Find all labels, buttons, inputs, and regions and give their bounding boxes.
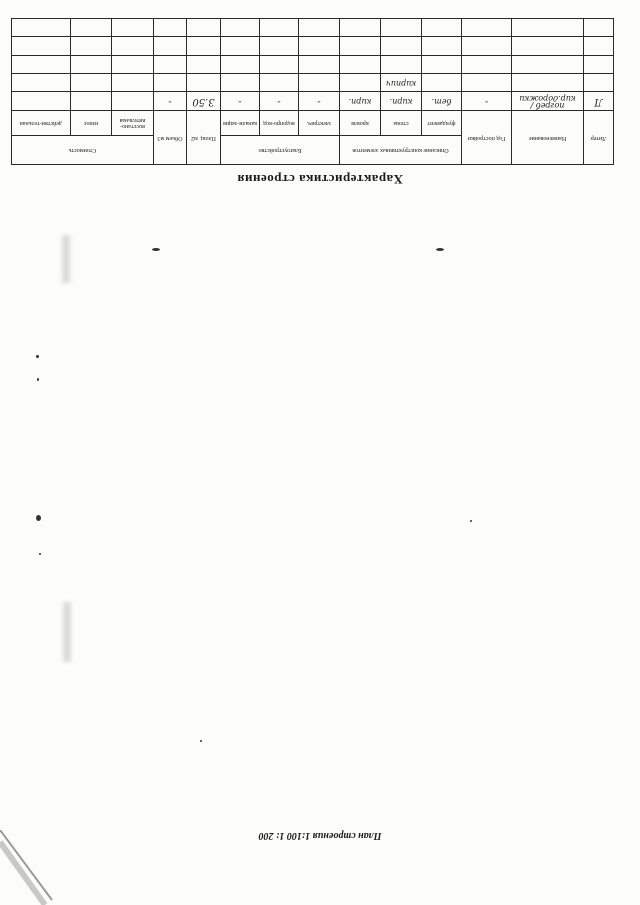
scan-smudge [62, 235, 70, 283]
cell-empty [111, 74, 153, 92]
header-amenities: Благоустройство [220, 135, 339, 164]
cell-empty [259, 74, 298, 92]
corner-fold-mark [0, 830, 60, 905]
scan-speck [39, 553, 41, 555]
subheader-restoration: восстано-вительная [111, 110, 153, 135]
cell-liter: Л [584, 92, 614, 110]
cell-empty [11, 92, 70, 110]
table-row [11, 74, 613, 92]
subheader-wear: износ [70, 110, 111, 135]
cell-empty [70, 74, 111, 92]
header-cost: Стоимость [11, 135, 153, 164]
cell-empty [70, 92, 111, 110]
characteristics-table [11, 18, 614, 165]
cell-sewer: - [220, 92, 259, 110]
characteristics-title: Характеристика строения [237, 172, 404, 187]
subheader-roof: кровля [339, 110, 380, 135]
header-year: Год постройки [462, 110, 512, 164]
scan-speck [36, 515, 41, 521]
header-liter: Литер [584, 110, 614, 164]
plan-title: План строения 1:100 1: 200 [258, 830, 382, 841]
subheader-electricity: электрич. [298, 110, 339, 135]
header-area: Площ. м2 [186, 110, 220, 164]
cell-foundation: бет. [422, 92, 462, 110]
header-name: Наименование [512, 110, 584, 164]
cell-empty [11, 74, 70, 92]
scan-speck [436, 248, 444, 251]
cell-empty [186, 74, 220, 92]
subheader-sewer: канали-зация [220, 110, 259, 135]
scan-smudge [63, 602, 71, 662]
table-header-row [11, 135, 613, 164]
cell-year: - [462, 92, 512, 110]
subheader-foundation: фундамент [422, 110, 462, 135]
cell-empty [339, 74, 380, 92]
cell-area: 3.50 [186, 92, 220, 110]
scan-speck [36, 355, 39, 358]
subheader-water: водопро-вод [259, 110, 298, 135]
cell-roof: кирп. [339, 92, 380, 110]
table-row [11, 19, 613, 37]
cell-empty [512, 74, 584, 92]
header-construction: Описание конструктивных элементов [339, 135, 461, 164]
cell-empty [220, 74, 259, 92]
header-volume: Объем м3 [153, 110, 186, 164]
table-row [11, 92, 613, 110]
cell-electricity: - [298, 92, 339, 110]
subheader-actual: действи-тельная [11, 110, 70, 135]
cell-water: - [259, 92, 298, 110]
cell-walls-sub: кирпич [381, 74, 422, 92]
cell-empty [462, 74, 512, 92]
table-row [11, 37, 613, 55]
table-row [11, 55, 613, 73]
cell-empty [422, 74, 462, 92]
scan-speck [470, 520, 472, 522]
cell-empty [111, 92, 153, 110]
subheader-walls: стены [381, 110, 422, 135]
cell-name: погреб / кир.дорожки [512, 92, 584, 110]
cell-empty [584, 74, 614, 92]
cell-empty [298, 74, 339, 92]
cell-empty [153, 74, 186, 92]
cell-walls: кирп. [381, 92, 422, 110]
cell-volume: - [153, 92, 186, 110]
scan-speck [200, 740, 202, 742]
scan-speck [37, 378, 39, 381]
scan-speck [152, 248, 160, 251]
